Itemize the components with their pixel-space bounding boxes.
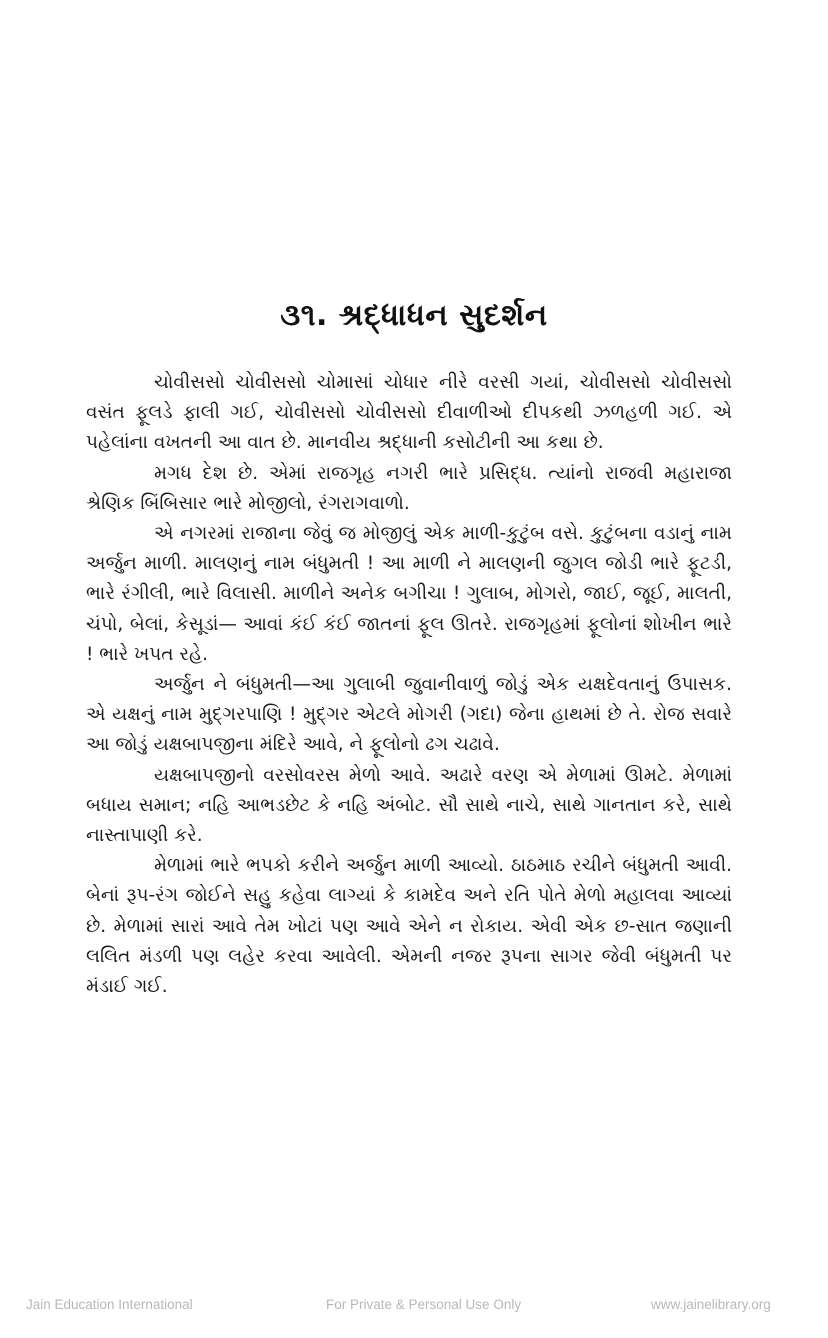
paragraph: એ નગરમાં રાજાના જેવું જ મોજીલું એક માળી-કુટુંબ વસે. કુટુંબના વડાનું નામ અર્જુન માળી. માલણનું નામ બંધુમતી ! આ માળી ને માલણની જુગલ જોડી ભારે ફૂટડી, ભારે રંગીલી, ભારે વિલાસી. માળીને અનેક બગીચા ! ગુલાબ, મોગરો, જાઈ, જૂઈ, માલતી, ચંપો, બેલાં, કેસૂડાં— આવાં કંઈ કંઈ જાતનાં ફૂલ ઊતરે. રાજગૃહમાં ફૂલોનાં શોખીન ભારે ! ભારે ખપત રહે. <box>86 523 732 665</box>
paragraph: અર્જુન ને બંધુમતી—આ ગુલાબી જુવાનીવાળું જોડું એક યક્ષદેવતાનું ઉપાસક. એ યક્ષનું નામ મુદ્ગરપાણિ ! મુદ્ગર એટલે મોગરી (ગદા) જેના હાથમાં છે તે. રોજ સવારે આ જોડું યક્ષબાપજીના મંદિરે આવે, ને ફૂલોનો ઢગ ચઢાવે. <box>86 674 732 756</box>
paragraph: મગધ દેશ છે. એમાં રાજગૃહ નગરી ભારે પ્રસિદ્ધ. ત્યાંનો રાજવી મહારાજા શ્રેણિક બિંબિસાર ભારે મોજીલો, રંગરાગવાળો. <box>86 462 732 514</box>
chapter-body <box>86 368 732 1002</box>
chapter-title: ૩૧. શ્રદ્ધાધન સુદર્શન <box>280 298 548 334</box>
paragraph: ચોવીસસો ચોવીસસો ચોમાસાં ચોધાર નીરે વરસી ગયાં, ચોવીસસો ચોવીસસો વસંત ફૂલડે ફાલી ગઈ, ચોવીસસો ચોવીસસો દીવાળીઓ દીપકથી ઝળહળી ગઈ. એ પહેલાંના વખતની આ વાત છે. માનવીય શ્રદ્ધાની કસોટીની આ કથા છે. <box>86 372 732 454</box>
footer-usage-note: For Private & Personal Use Only <box>326 1297 522 1312</box>
page-footer <box>0 1297 828 1317</box>
footer-publisher: Jain Education International <box>26 1297 193 1312</box>
paragraph: યક્ષબાપજીનો વરસોવરસ મેળો આવે. અઢારે વરણ એ મેળામાં ઊમટે. મેળામાં બધાય સમાન; નહિ આભડછેટ કે નહિ અંબોટ. સૌ સાથે નાચે, સાથે ગાનતાન કરે, સાથે નાસ્તાપાણી કરે. <box>86 764 732 847</box>
paragraph: મેળામાં ભારે ભપકો કરીને અર્જુન માળી આવ્યો. ઠાઠમાઠ રચીને બંધુમતી આવી. બેનાં રૂપ-રંગ જોઈને સહુ કહેવા લાગ્યાં કે કામદેવ અને રતિ પોતે મેળો મહાલવા આવ્યાં છે. મેળામાં સારાં આવે તેમ ખોટાં પણ આવે એને ન રોકાય. એવી એક છ-સાત જણાની લલિત મંડળી પણ લહેર કરવા આવેલી. એમની નજર રૂપના સાગર જેવી બંધુમતી પર મંડાઈ ગઈ. <box>86 855 732 998</box>
footer-website: www.jainelibrary.org <box>651 1297 771 1312</box>
